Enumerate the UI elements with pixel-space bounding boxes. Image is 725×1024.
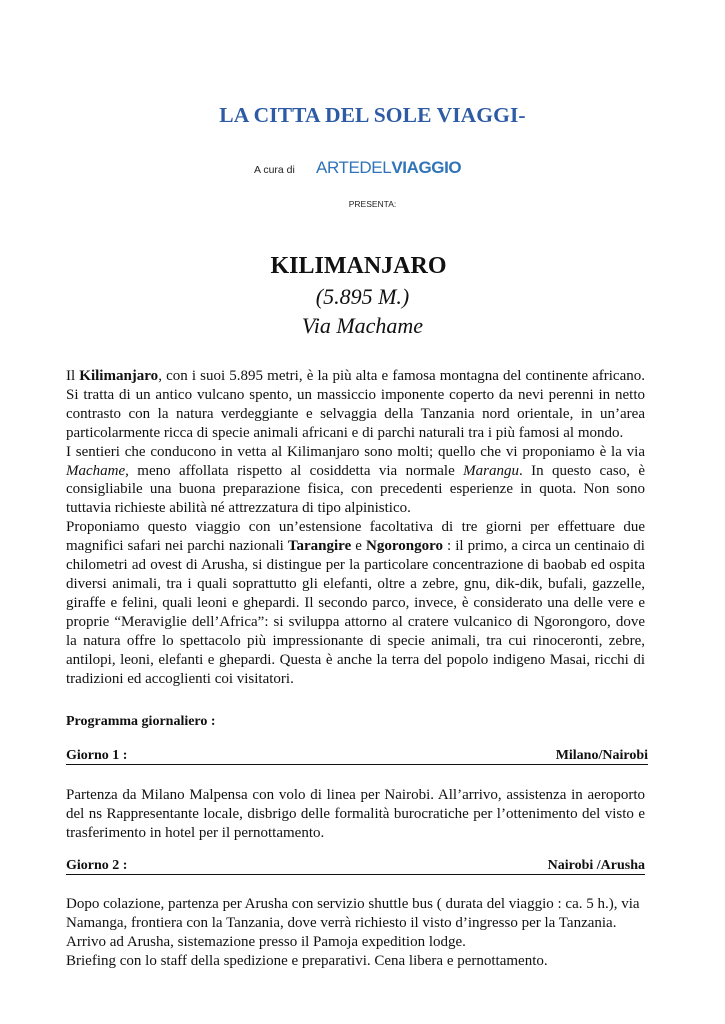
intro-text: Proponiamo questo viaggio con un’estensione facoltativa di tre giorni per effettuare due magnifici safari nei parchi nazionali [66, 519, 645, 555]
day-2-header [66, 857, 645, 875]
intro-tarangire-bold: Tarangire [287, 538, 352, 555]
page-title: KILIMANJARO [270, 253, 447, 279]
agency-title: LA CITTA DEL SOLE VIAGGI- [219, 103, 526, 127]
day-1-label: Giorno 1 : [66, 748, 128, 763]
intro-text: Il [66, 368, 80, 384]
day-1-route: Milano/Nairobi [555, 748, 648, 763]
intro-text: e [351, 538, 367, 555]
programma-heading: Programma giornaliero : [66, 714, 216, 729]
intro-text: : il primo, a circa un centinaio di chilometri ad ovest di Arusha, si distingue per la particolare concentrazione di baobab ed ospita diversi animali, tra i quali soprattutto gli elefanti, oltre a zebre, gnu, dik-dik, bufali, gazzelle, giraffe e felini, quali leoni e ghepardi. Il secondo parco, invece, è considerato una delle vere e proprie “Meraviglie dell’Africa”: si sviluppa attorno al cratere vulcanico di Ngorongoro, dove la natura offre lo spettacolo più impressionante di specie animali, tra cui rinoceronti, zebre, antilopi, leoni, elefanti e ghepardi. Questa è anche la terra del popolo indigeno Masai, ricchi di tradizioni ed accoglienti coi visitatori. [66, 538, 645, 687]
day-1-description: Partenza da Milano Malpensa con volo di linea per Nairobi. All’arrivo, assistenza in aeroporto del ns Rappresentante locale, disbrigo delle formalità burocratiche per l’ottenimento del visto e trasferimento in hotel per il pernottamento. [66, 787, 645, 841]
altitude-subtitle: (5.895 M.) [315, 284, 410, 309]
intro-marangu-italic: Marangu [463, 462, 519, 479]
logo-text-part2: VIAGGIO [391, 158, 462, 177]
logo-text-part1: ARTEDEL [316, 158, 392, 177]
day-2-route: Nairobi /Arusha [547, 858, 645, 873]
route-subtitle: Via Machame [301, 313, 424, 338]
intro-text: . In questo caso, è consigliabile una buona preparazione fisica, con precedenti esperienze in quota. Non sono tuttavia richieste abilità né attrezzatura di tipo alpinistico. [66, 462, 646, 517]
day-2-text: Dopo colazione, partenza per Arusha con servizio shuttle bus ( durata del viaggio : ca. 5 h.), via Namanga, frontiera con la Tanzania, dove verrà richiesto il visto d’ingresso per la Tanzania. Arrivo ad Arusha, sistemazione presso il Pamoja expedition lodge. [66, 896, 640, 950]
intro-text: I sentieri che conducono in vetta al Kilimanjaro sono molti; quello che vi proponiamo è la via [66, 443, 645, 460]
day-2-label: Giorno 2 : [66, 858, 128, 873]
intro-paragraph [66, 367, 645, 688]
curated-by-label: A cura di [254, 164, 295, 176]
day-2-description [66, 895, 645, 971]
day-1-header [66, 747, 648, 765]
intro-machame-italic: Machame [66, 462, 126, 479]
intro-text: , meno affollata rispetto al cosiddetta via normale [125, 462, 464, 479]
intro-kilimanjaro-bold: Kilimanjaro [79, 368, 159, 384]
artedelviaggio-logo [316, 158, 461, 178]
day-2-text-continued: Briefing con lo staff della spedizione e preparativi. Cena libera e pernottamento. [66, 953, 548, 969]
presenta-label: PRESENTA: [348, 199, 397, 209]
intro-ngorongoro-bold: Ngorongoro [366, 538, 443, 555]
intro-text: , con i suoi 5.895 metri, è la più alta e famosa montagna del continente africano. Si tratta di un antico vulcano spento, un massiccio imponente coperto da nevi perenni in netto contrasto con la natura verdeggiante e selvaggia della Tanzania nord orientale, in un’area particolarmente ricca di specie animali africani e di parchi naturali tra i più famosi al mondo. [66, 368, 645, 441]
